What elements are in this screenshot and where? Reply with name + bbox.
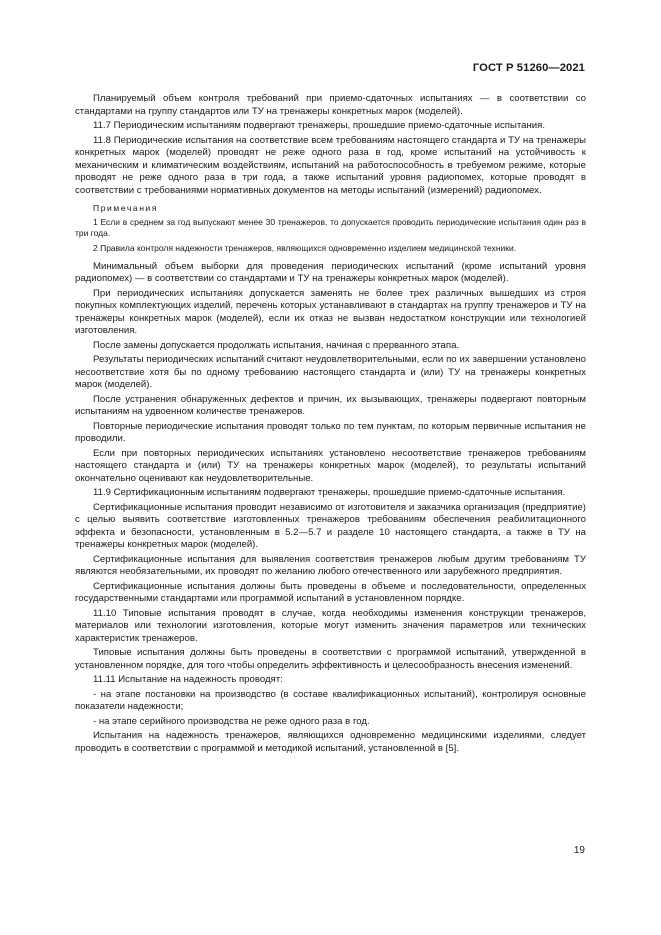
- paragraph: 11.9 Сертификационным испытаниям подвергают тренажеры, прошедшие приемо-сдаточные испытания.: [93, 487, 566, 499]
- paragraph: 11.11 Испытание на надежность проводят:: [93, 674, 283, 686]
- document-header-id: ГОСТ Р 51260—2021: [472, 62, 585, 74]
- paragraph: При периодических испытаниях допускается заменять не более трех различных вышедших из строя покупных комплектующих изделий, перечень которых устанавливают в стандартах на группу тренажеров и ТУ на тренажеры конкретных марок (моделей), если их отказ не вызван недостатком конструкции или технологией изготовления.: [75, 287, 586, 337]
- list-item: - на этапе серийного производства не реже одного раза в год.: [93, 715, 370, 727]
- paragraph: Сертификационные испытания проводит независимо от изготовителя и заказчика организация (предприятие) с целью выявить соответствие изготовленных тренажеров требованиям обеспечения реабилитационного эффекта и безопасности, установленным в 5.2—5.7 и разделе 10 настоящего стандарта, а также в ТУ на тренажеры конкретных марок (моделей).: [75, 501, 586, 551]
- paragraph: Сертификационные испытания для выявления соответствия тренажеров любым другим требованиям ТУ являются необязательными, их проводят по желанию любого отечественного или зарубежного предприятия.: [75, 553, 586, 578]
- paragraph: 11.7 Периодическим испытаниям подвергают тренажеры, прошедшие приемо-сдаточные испытания.: [93, 120, 546, 131]
- paragraph: После устранения обнаруженных дефектов и причин, их вызывающих, тренажеры подвергают повторным испытаниям на удвоенном количестве тренажеров.: [75, 393, 586, 418]
- paragraph: Результаты периодических испытаний считают неудовлетворительными, если по их завершении установлено несоответствие хотя бы по одному требованию настоящего стандарта и (или) ТУ на тренажеры конкретных марок (моделей).: [75, 354, 586, 391]
- note-item: 2 Правила контроля надежности тренажеров, являющихся одновременно изделием медицинской техники.: [93, 243, 517, 254]
- paragraph: Повторные периодические испытания проводят только по тем пунктам, по которым первичные испытания не проводили.: [75, 420, 586, 445]
- paragraph: Типовые испытания должны быть проведены в соответствии с программой испытаний, утвержденной в установленном порядке, для того чтобы определить эффективность и целесообразность внесения изменений.: [75, 647, 586, 671]
- page-number: 19: [573, 845, 585, 856]
- paragraph: Планируемый объем контроля требований при приемо-сдаточных испытаниях — в соответствии со стандартами на группу стандартов или ТУ на тренажеры конкретных марок (моделей).: [75, 93, 586, 117]
- paragraph: Испытания на надежность тренажеров, являющихся одновременно медицинскими изделиями, следует проводить в соответствии с программой и методикой испытаний, установленной в [5].: [75, 730, 586, 754]
- note-item: 1 Если в среднем за год выпускают менее 30 тренажеров, то допускается проводить периодические испытания один раз в три года.: [75, 217, 586, 239]
- paragraph: 11.8 Периодические испытания на соответствие всем требованиям настоящего стандарта и ТУ на тренажеры конкретных марок (моделей) проводят не реже одного раза в год, кроме испытаний на устойчивость к механическим и климатическим воздействиям, испытаний на работоспособность в требуемом режиме, которые проводят не реже одного раза в три года, а также испытаний уровня радиопомех, которые проводят в соответствии с требованиями нормативных документов на методы испытаний (измерений) радиопомех.: [75, 134, 586, 196]
- paragraph: 11.10 Типовые испытания проводят в случае, когда необходимы изменения конструкции тренажеров, материалов или технологии изготовления, которые могут изменить значения параметров или технических характеристик тренажеров.: [75, 607, 586, 644]
- paragraph: После замены допускается продолжать испытания, начиная с прерванного этапа.: [93, 339, 460, 351]
- paragraph: Минимальный объем выборки для проведения периодических испытаний (кроме испытаний уровня радиопомех) — в соответствии со стандартами и ТУ на тренажеры конкретных марок (моделей).: [75, 260, 586, 285]
- list-item: - на этапе постановки на производство (в составе квалификационных испытаний), контролируя основные показатели надежности;: [75, 688, 586, 713]
- notes-heading: Примечания: [93, 203, 159, 213]
- page-body: [75, 93, 586, 757]
- paragraph: Сертификационные испытания должны быть проведены в объеме и последовательности, определенных государственными стандартами или программой испытаний в установленном порядке.: [75, 580, 586, 605]
- paragraph: Если при повторных периодических испытаниях установлено несоответствие тренажеров требованиям настоящего стандарта и (или) ТУ на тренажеры конкретных марок (моделей), то результаты испытаний окончательно оценивают как неудовлетворительные.: [75, 447, 586, 484]
